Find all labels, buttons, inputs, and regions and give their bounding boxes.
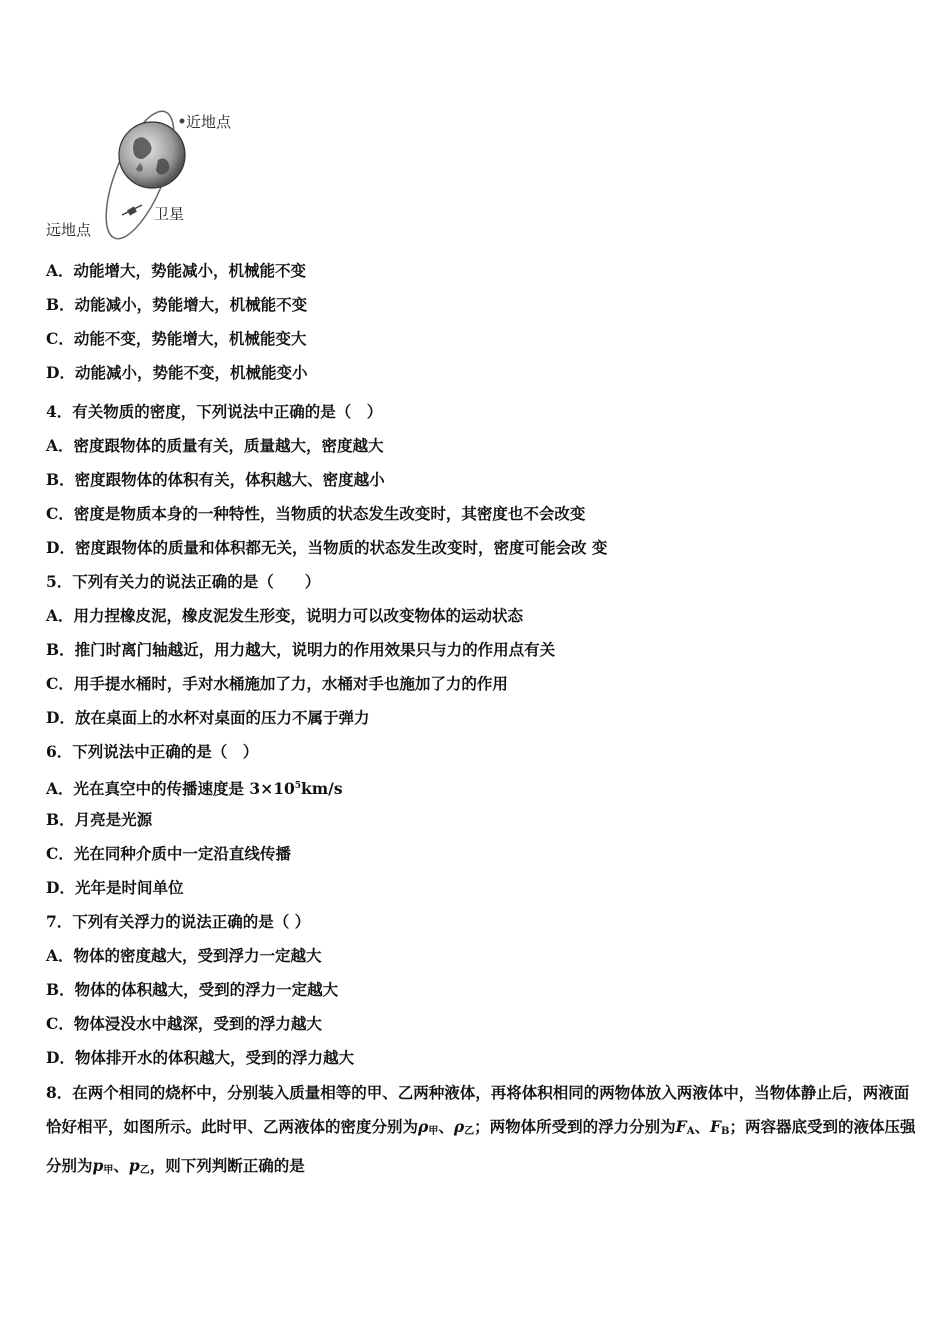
q6-option-a-prefix: A．光在真空中的传播速度是 3×10 xyxy=(46,779,295,798)
q5-option-c: C．用手提水桶时，手对水桶施加了力，水桶对手也施加了力的作用 xyxy=(46,674,508,693)
satellite-orbit-figure xyxy=(40,105,260,245)
apogee-label: 远地点 xyxy=(46,221,92,239)
force-symbol: F xyxy=(709,1117,721,1136)
satellite-label: 卫星 xyxy=(154,205,185,223)
q7-option-d: D．物体排开水的体积越大，受到的浮力越大 xyxy=(46,1048,354,1067)
q4-option-b: B．密度跟物体的体积有关，体积越大、密度越小 xyxy=(46,470,385,489)
q7-option-c: C．物体浸没水中越深，受到的浮力越大 xyxy=(46,1014,322,1033)
separator: 、 xyxy=(694,1117,710,1136)
sub-a: A xyxy=(686,1126,695,1137)
q6-option-c: C．光在同种介质中一定沿直线传播 xyxy=(46,844,291,863)
q8-text-2: ；两物体所受到的浮力分别为 xyxy=(474,1117,676,1136)
separator: 、 xyxy=(438,1117,454,1136)
q4-option-d: D．密度跟物体的质量和体积都无关，当物质的状态发生改变时，密度可能会改 变 xyxy=(46,538,608,557)
q6-option-a-unit: km/s xyxy=(301,779,343,798)
q8-text-1: 8．在两个相同的烧杯中，分别装入质量相等的甲、乙两种液体，再将体积相同的两物体放入两液体中，当物体静止后，两液面恰好相平，如图所示。此时甲、乙两液体的密度分别为 xyxy=(46,1083,910,1136)
perigee-label: 近地点 xyxy=(186,113,232,131)
q4-stem: 4．有关物质的密度，下列说法中正确的是（ ） xyxy=(46,402,383,421)
earth-icon xyxy=(119,122,185,188)
q8-text-3: ；两容器底受到的液体压强分别为 xyxy=(46,1117,916,1175)
q6-option-d: D．光年是时间单位 xyxy=(46,878,184,897)
q7-option-a: A．物体的密度越大，受到浮力一定越大 xyxy=(46,946,322,965)
q7-stem: 7．下列有关浮力的说法正确的是（ ） xyxy=(46,912,311,931)
q3-option-d: D．动能减小，势能不变，机械能变小 xyxy=(46,363,308,382)
q6-option-a xyxy=(46,776,343,799)
rho-symbol: ρ xyxy=(418,1117,429,1136)
q3-option-a: A．动能增大，势能减小，机械能不变 xyxy=(46,261,307,280)
sub-yi: 乙 xyxy=(464,1126,475,1137)
q4-option-a: A．密度跟物体的质量有关，质量越大，密度越大 xyxy=(46,436,384,455)
q5-option-d: D．放在桌面上的水杯对桌面的压力不属于弹力 xyxy=(46,708,370,727)
q6-option-b: B．月亮是光源 xyxy=(46,810,153,829)
q6-stem: 6．下列说法中正确的是（ ） xyxy=(46,742,259,761)
q3-option-c: C．动能不变，势能增大，机械能变大 xyxy=(46,329,307,348)
pressure-symbol: p xyxy=(92,1156,104,1175)
q5-stem: 5．下列有关力的说法正确的是（ ） xyxy=(46,572,321,591)
rho-symbol: ρ xyxy=(453,1117,465,1136)
sub-jia: 甲 xyxy=(103,1165,114,1176)
sub-b: B xyxy=(720,1126,730,1137)
q8-stem xyxy=(46,1076,916,1188)
pressure-symbol: p xyxy=(128,1156,140,1175)
q3-option-b: B．动能减小，势能增大，机械能不变 xyxy=(46,295,308,314)
q7-option-b: B．物体的体积越大，受到的浮力一定越大 xyxy=(46,980,339,999)
q6-option-a-exponent: 5 xyxy=(294,781,302,791)
sub-yi: 乙 xyxy=(139,1165,150,1176)
q5-option-b: B．推门时离门轴越近，用力越大，说明力的作用效果只与力的作用点有关 xyxy=(46,640,556,659)
satellite-icon xyxy=(122,205,142,216)
q4-option-c: C．密度是物质本身的一种特性，当物质的状态发生改变时，其密度也不会改变 xyxy=(46,504,586,523)
q5-option-a: A．用力捏橡皮泥，橡皮泥发生形变，说明力可以改变物体的运动状态 xyxy=(46,606,524,625)
force-symbol: F xyxy=(675,1117,687,1136)
q8-text-4: ，则下列判断正确的是 xyxy=(149,1156,305,1175)
sub-jia: 甲 xyxy=(428,1126,439,1137)
separator: 、 xyxy=(113,1156,129,1175)
